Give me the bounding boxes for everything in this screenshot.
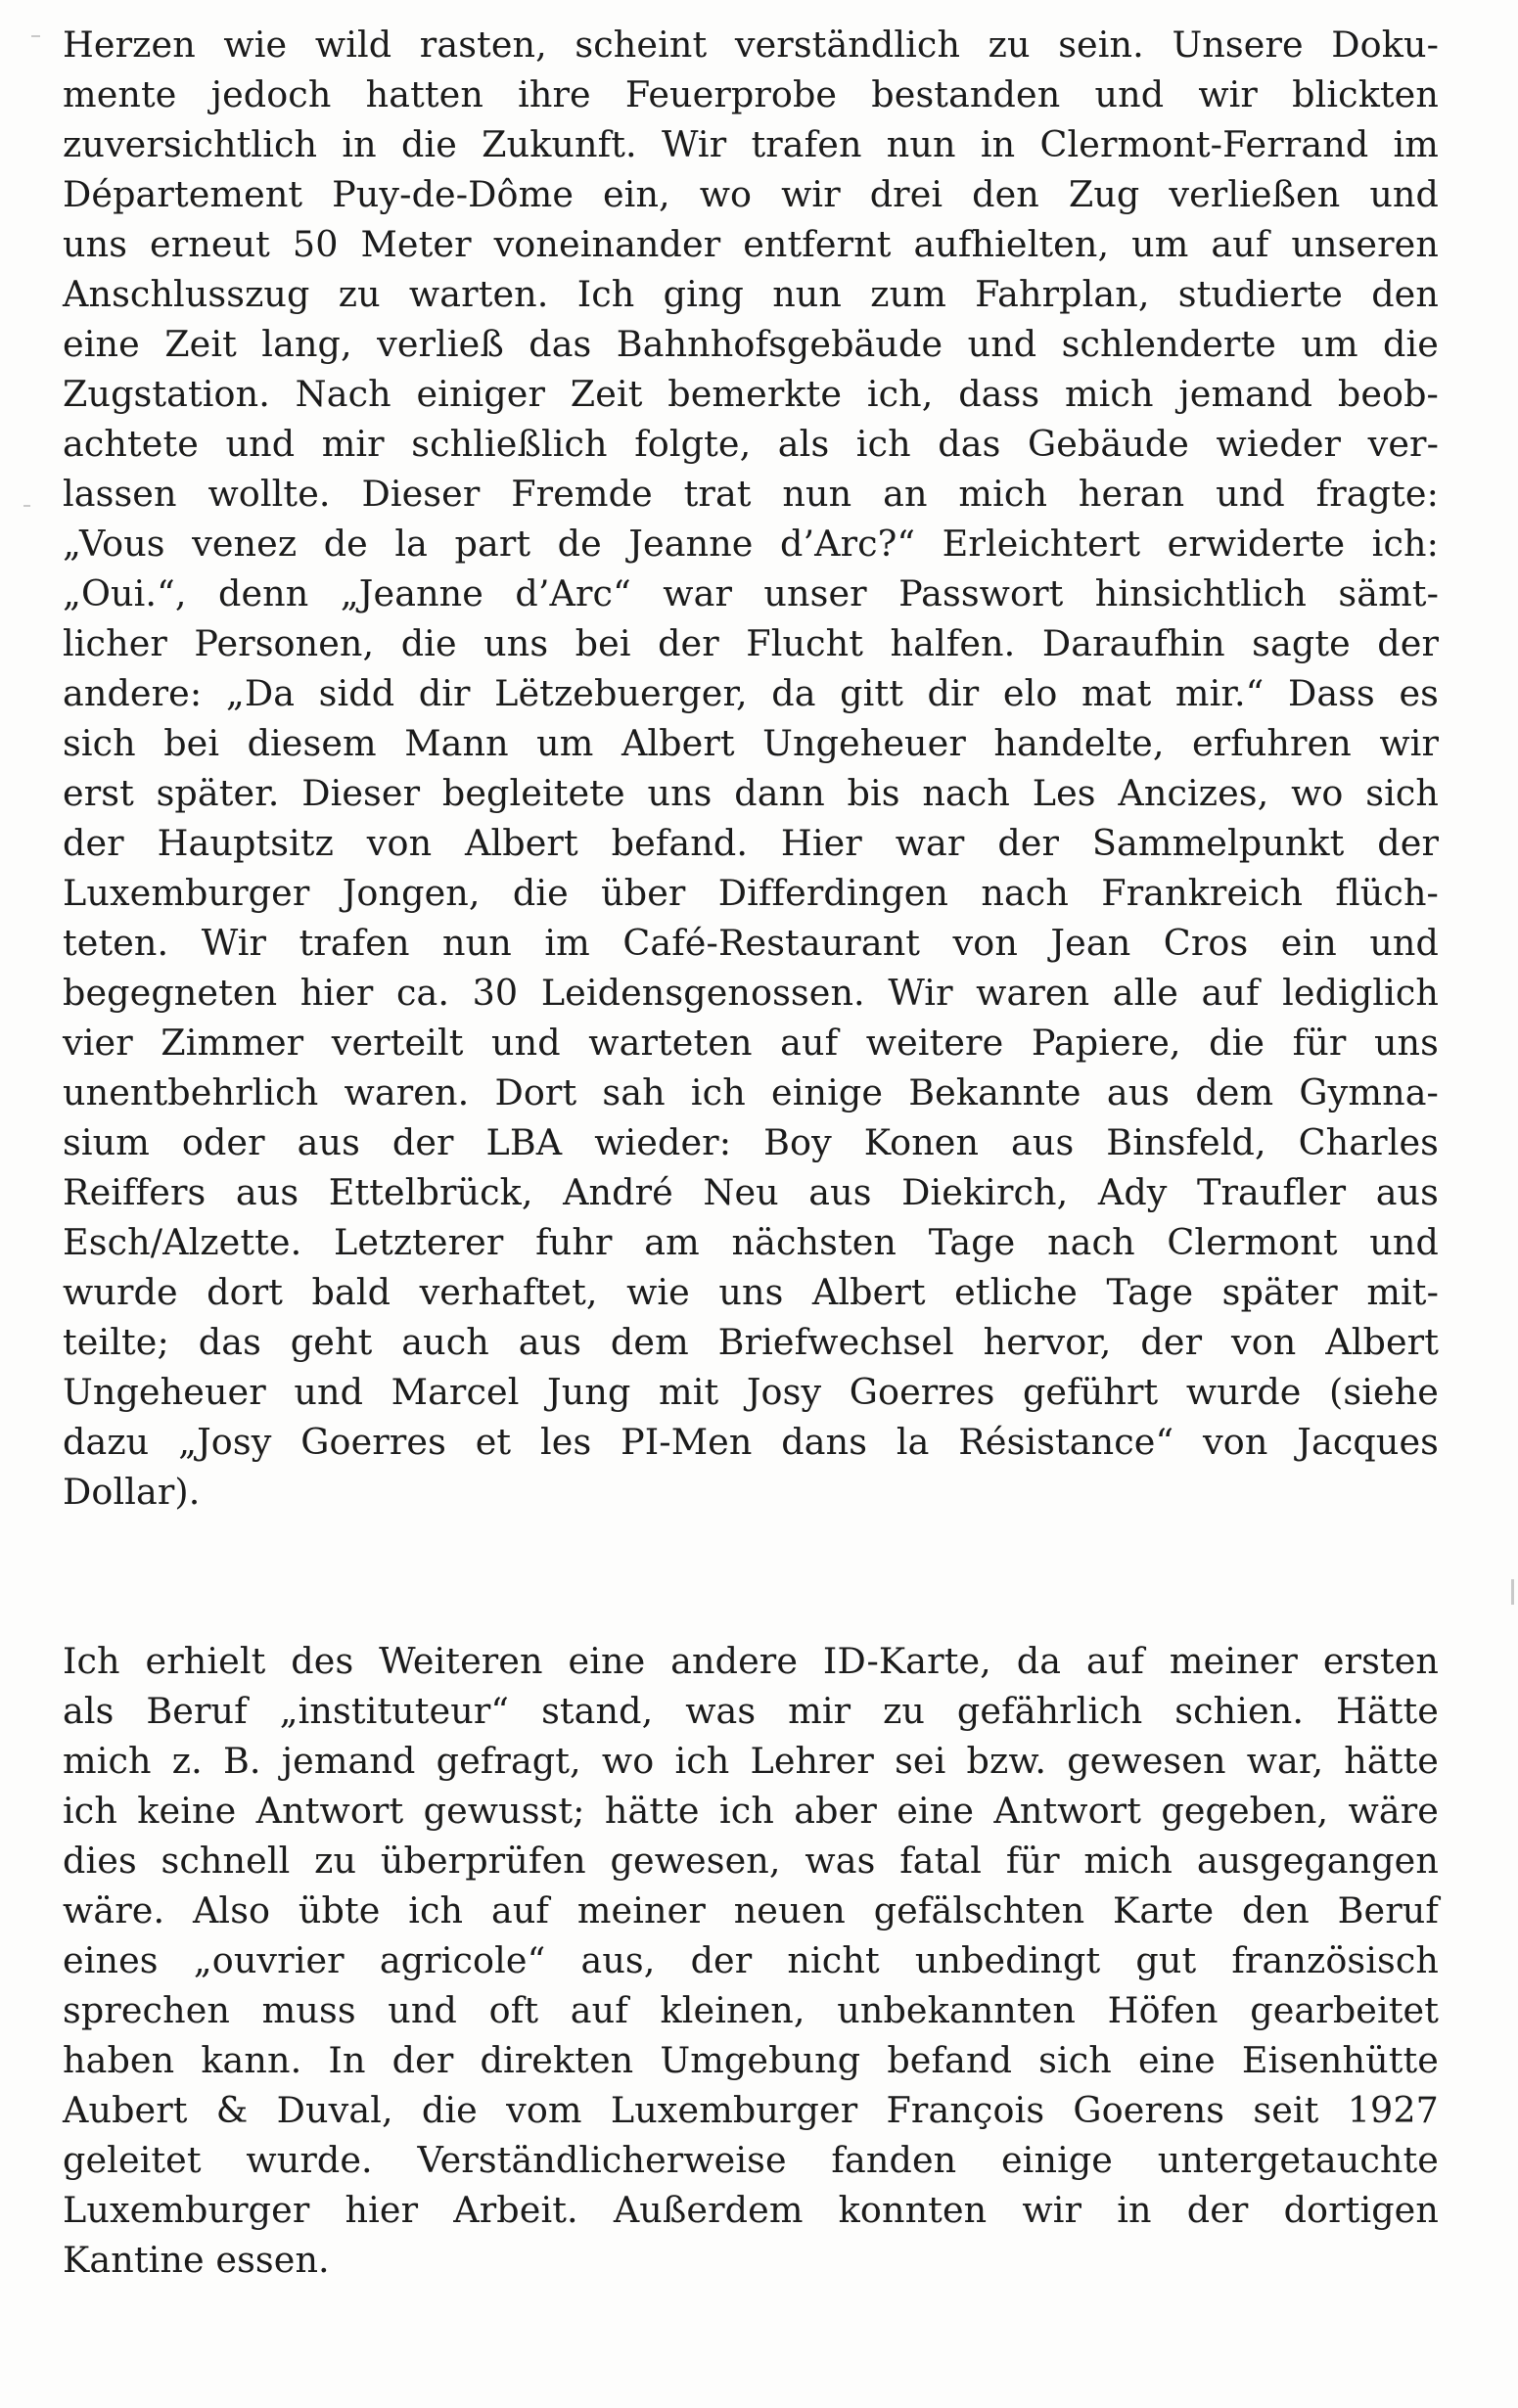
- text-line: mich z. B. jemand gefragt, wo ich Lehrer sei bzw. gewesen war, hätte: [63, 1740, 1439, 1782]
- text-line: Herzen wie wild rasten, scheint verständlich zu sein. Unsere Doku-: [63, 23, 1439, 66]
- text-line: dazu „Josy Goerres et les PI-Men dans la Résistance“ von Jacques: [63, 1421, 1439, 1463]
- text-line: Luxemburger Jongen, die über Differdingen nach Frankreich flüch-: [63, 872, 1439, 914]
- text-line: Reiffers aus Ettelbrück, André Neu aus Diekirch, Ady Traufler aus: [63, 1171, 1439, 1213]
- text-line: unentbehrlich waren. Dort sah ich einige Bekannte aus dem Gymna-: [63, 1071, 1439, 1113]
- text-line: Esch/Alzette. Letzterer fuhr am nächsten Tage nach Clermont und: [63, 1221, 1439, 1263]
- scan-speck: [31, 35, 40, 37]
- text-line: ich keine Antwort gewusst; hätte ich aber eine Antwort gegeben, wäre: [63, 1790, 1439, 1832]
- text-line: Ich erhielt des Weiteren eine andere ID-Karte, da auf meiner ersten: [63, 1640, 1439, 1682]
- text-line: sprechen muss und oft auf kleinen, unbekannten Höfen gearbeitet: [63, 1989, 1439, 2031]
- text-line: eines „ouvrier agricole“ aus, der nicht unbedingt gut französisch: [63, 1939, 1439, 1981]
- text-line: sium oder aus der LBA wieder: Boy Konen aus Binsfeld, Charles: [63, 1121, 1439, 1163]
- text-line: uns erneut 50 Meter voneinander entfernt aufhielten, um auf unseren: [63, 223, 1439, 265]
- text-line: sich bei diesem Mann um Albert Ungeheuer handelte, erfuhren wir: [63, 722, 1439, 764]
- text-line: andere: „Da sidd dir Lëtzebuerger, da gitt dir elo mat mir.“ Dass es: [63, 672, 1439, 714]
- text-line: Kantine essen.: [63, 2239, 330, 2281]
- text-line: wurde dort bald verhaftet, wie uns Albert etliche Tage später mit-: [63, 1271, 1439, 1313]
- text-line: als Beruf „instituteur“ stand, was mir zu gefährlich schien. Hätte: [63, 1690, 1439, 1732]
- text-line: dies schnell zu überprüfen gewesen, was fatal für mich ausgegangen: [63, 1840, 1439, 1882]
- text-line: Zugstation. Nach einiger Zeit bemerkte ich, dass mich jemand beob-: [63, 373, 1439, 415]
- text-line: Luxemburger hier Arbeit. Außerdem konnten wir in der dortigen: [63, 2189, 1439, 2231]
- scan-speck: [23, 505, 30, 507]
- text-line: achtete und mir schließlich folgte, als ich das Gebäude wieder ver-: [63, 423, 1439, 465]
- text-line: eine Zeit lang, verließ das Bahnhofsgebäude und schlenderte um die: [63, 323, 1439, 365]
- text-line: Ungeheuer und Marcel Jung mit Josy Goerres geführt wurde (siehe: [63, 1371, 1439, 1413]
- text-line: „Vous venez de la part de Jeanne d’Arc?“ Erleichtert erwiderte ich:: [63, 522, 1439, 565]
- text-line: Département Puy-de-Dôme ein, wo wir drei den Zug verließen und: [63, 173, 1439, 215]
- text-line: Dollar).: [63, 1471, 201, 1513]
- text-line: vier Zimmer verteilt und warteten auf weitere Papiere, die für uns: [63, 1022, 1439, 1064]
- paragraph-2: [63, 1636, 1439, 2285]
- text-line: haben kann. In der direkten Umgebung befand sich eine Eisenhütte: [63, 2039, 1439, 2081]
- text-line: teilte; das geht auch aus dem Briefwechsel hervor, der von Albert: [63, 1321, 1439, 1363]
- text-line: Anschlusszug zu warten. Ich ging nun zum Fahrplan, studierte den: [63, 273, 1439, 315]
- text-line: mente jedoch hatten ihre Feuerprobe bestanden und wir blickten: [63, 73, 1439, 115]
- text-line: erst später. Dieser begleitete uns dann bis nach Les Ancizes, wo sich: [63, 772, 1439, 814]
- text-line: geleitet wurde. Verständlicherweise fanden einige untergetauchte: [63, 2139, 1439, 2181]
- scan-speck: [1511, 1579, 1514, 1605]
- text-line: wäre. Also übte ich auf meiner neuen gefälschten Karte den Beruf: [63, 1889, 1439, 1931]
- paragraph-1: [63, 20, 1439, 1517]
- text-line: lassen wollte. Dieser Fremde trat nun an mich heran und fragte:: [63, 473, 1439, 515]
- text-line: licher Personen, die uns bei der Flucht halfen. Daraufhin sagte der: [63, 622, 1439, 664]
- text-line: teten. Wir trafen nun im Café-Restaurant von Jean Cros ein und: [63, 922, 1439, 964]
- text-line: Aubert & Duval, die vom Luxemburger François Goerens seit 1927: [63, 2089, 1439, 2131]
- text-line: „Oui.“, denn „Jeanne d’Arc“ war unser Passwort hinsichtlich sämt-: [63, 572, 1439, 614]
- text-line: der Hauptsitz von Albert befand. Hier war der Sammelpunkt der: [63, 822, 1439, 864]
- text-line: zuversichtlich in die Zukunft. Wir trafen nun in Clermont-Ferrand im: [63, 123, 1439, 165]
- text-line: begegneten hier ca. 30 Leidensgenossen. Wir waren alle auf lediglich: [63, 972, 1439, 1014]
